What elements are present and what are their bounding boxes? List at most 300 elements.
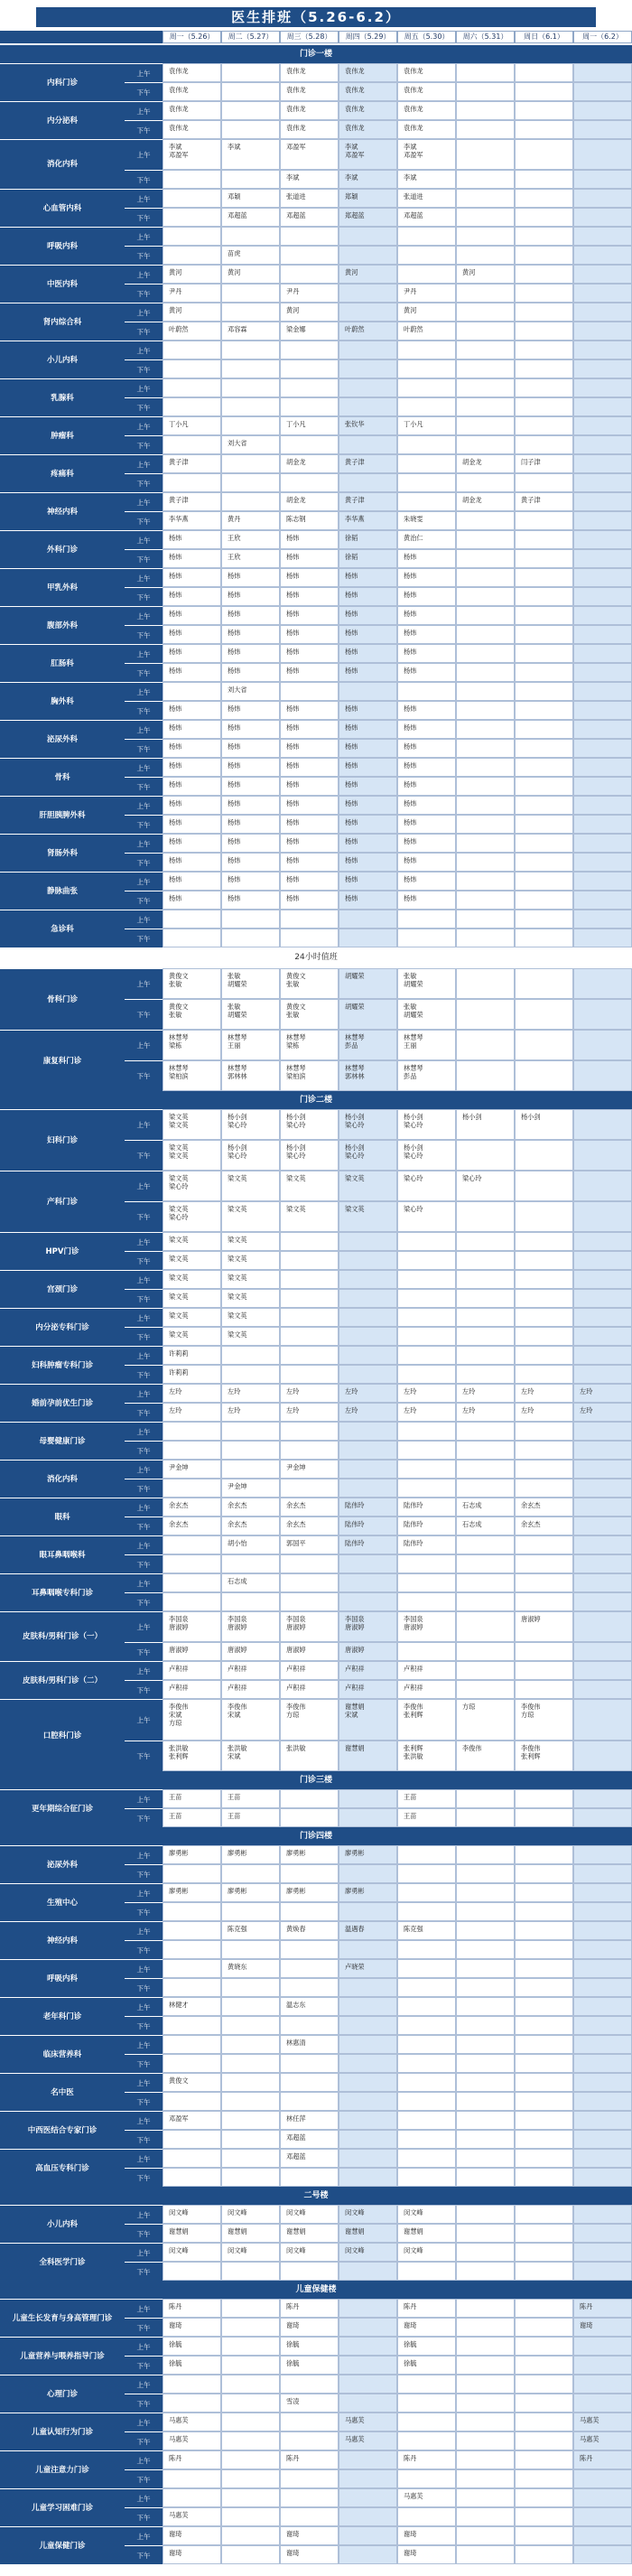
doctor-name: 杨炜 (169, 837, 182, 845)
schedule-cell (221, 2073, 280, 2092)
schedule-cell (515, 2016, 573, 2035)
schedule-cell (573, 2168, 632, 2187)
schedule-cell (280, 2073, 339, 2092)
schedule-cell (280, 1680, 339, 1699)
schedule-cell (163, 2224, 221, 2243)
schedule-cell (339, 1592, 397, 1611)
department-name: 消化内科 (0, 1460, 125, 1498)
doctor-name: 李华燕 (169, 515, 189, 523)
doctor-name: 杨小剑 (228, 1143, 247, 1152)
schedule-cell (456, 1699, 515, 1741)
schedule-cell (280, 1327, 339, 1346)
schedule-cell (339, 2205, 397, 2224)
schedule-cell (573, 1384, 632, 1403)
doctor-name: 方琼 (521, 1711, 534, 1719)
schedule-cell (280, 2243, 339, 2262)
doctor-name: 陈志钢 (286, 515, 306, 523)
schedule-cell (397, 2016, 456, 2035)
schedule-cell (339, 341, 397, 359)
schedule-cell (339, 587, 397, 606)
schedule-cell (515, 2337, 573, 2356)
schedule-cell (573, 2035, 632, 2054)
schedule-cell (456, 1642, 515, 1661)
afternoon-label: 下午 (125, 2431, 163, 2450)
schedule-cell (397, 397, 456, 416)
schedule-cell (456, 1959, 515, 1978)
schedule-cell (163, 246, 221, 265)
schedule-cell (280, 1251, 339, 1270)
schedule-cell (163, 1460, 221, 1479)
schedule-cell (221, 1365, 280, 1384)
doctor-name: 余玄杰 (228, 1501, 247, 1509)
department-name: 婚前孕前优生门诊 (0, 1384, 125, 1422)
schedule-cell (456, 1498, 515, 1517)
schedule-cell (515, 1289, 573, 1308)
morning-label: 上午 (125, 2413, 163, 2431)
schedule-cell (397, 511, 456, 530)
schedule-cell (163, 999, 221, 1030)
doctor-name: 黄河 (169, 268, 182, 276)
doctor-name: 陆伟玲 (345, 1520, 365, 1528)
doctor-name: 杨小剑 (228, 1113, 247, 1121)
schedule-cell (515, 189, 573, 208)
doctor-name: 杨炜 (404, 629, 417, 637)
doctor-name: 杨炜 (286, 875, 300, 883)
schedule-cell (163, 587, 221, 606)
schedule-cell (163, 1441, 221, 1460)
schedule-cell (397, 1517, 456, 1535)
schedule-cell (456, 2299, 515, 2318)
schedule-cell (221, 1232, 280, 1251)
schedule-cell (221, 1498, 280, 1517)
schedule-cell (221, 1517, 280, 1535)
schedule-cell (397, 1251, 456, 1270)
department-name: 儿童营养与喂养指导门诊 (0, 2337, 125, 2375)
schedule-cell (221, 796, 280, 815)
schedule-cell (573, 2130, 632, 2149)
schedule-cell (221, 1327, 280, 1346)
schedule-cell (456, 1289, 515, 1308)
schedule-cell (221, 1921, 280, 1940)
doctor-name: 杨小剑 (286, 1113, 306, 1121)
doctor-name: 马惠芙 (169, 2416, 189, 2424)
schedule-cell (397, 378, 456, 397)
schedule-cell (221, 170, 280, 189)
schedule-cell (515, 625, 573, 644)
doctor-name: 梁文英 (169, 1121, 189, 1129)
department-name: 儿童学习困难门诊 (0, 2488, 125, 2526)
afternoon-label: 下午 (125, 549, 163, 568)
schedule-cell (573, 1308, 632, 1327)
doctor-name: 杨炜 (228, 572, 241, 580)
schedule-cell (280, 644, 339, 663)
afternoon-label: 下午 (125, 511, 163, 530)
schedule-cell (339, 1479, 397, 1498)
schedule-cell (397, 1680, 456, 1699)
schedule-cell (280, 587, 339, 606)
day-header-4: 周四（5.29） (339, 31, 397, 43)
morning-label: 上午 (125, 1498, 163, 1517)
schedule-cell (280, 1940, 339, 1959)
schedule-cell (397, 1611, 456, 1642)
department-name: 中西医结合专家门诊 (0, 2111, 125, 2149)
schedule-cell (280, 568, 339, 587)
doctor-name: 林惠清 (286, 2039, 306, 2047)
schedule-cell (397, 1441, 456, 1460)
doctor-name: 袁伟龙 (169, 124, 189, 132)
schedule-cell (221, 2224, 280, 2243)
doctor-name: 张敏 (286, 1011, 300, 1019)
schedule-cell (515, 796, 573, 815)
doctor-name: 尹金坤 (169, 1463, 189, 1471)
doctor-name: 马惠芙 (580, 2416, 599, 2424)
doctor-name: 张钦华 (345, 420, 365, 428)
doctor-name: 谢琦 (169, 2530, 182, 2538)
afternoon-label: 下午 (125, 1902, 163, 1921)
schedule-cell (515, 739, 573, 758)
schedule-cell (221, 2469, 280, 2488)
schedule-cell (397, 1030, 456, 1060)
schedule-cell (573, 1592, 632, 1611)
schedule-cell (280, 968, 339, 999)
schedule-cell (221, 2507, 280, 2526)
doctor-name: 谢琦 (286, 2549, 300, 2557)
schedule-cell (163, 1808, 221, 1827)
schedule-cell (397, 1864, 456, 1883)
schedule-cell (515, 644, 573, 663)
doctor-name: 徐毓 (286, 2340, 300, 2348)
schedule-cell (515, 549, 573, 568)
doctor-name: 郭林林 (228, 1072, 247, 1080)
schedule-cell (456, 1441, 515, 1460)
doctor-name: 李国泉 (286, 1615, 306, 1623)
schedule-cell (573, 568, 632, 587)
schedule-cell (456, 2035, 515, 2054)
doctor-name: 杨炜 (345, 742, 358, 751)
schedule-cell (221, 2262, 280, 2281)
schedule-cell (456, 435, 515, 454)
morning-label: 上午 (125, 454, 163, 473)
schedule-cell (280, 1808, 339, 1827)
department-name: 泌尿外科 (0, 720, 125, 758)
schedule-cell (397, 170, 456, 189)
doctor-name: 闵文峰 (286, 2208, 306, 2217)
doctor-name: 彭品 (404, 1072, 417, 1080)
schedule-cell (339, 227, 397, 246)
doctor-name: 马惠芙 (169, 2511, 189, 2519)
schedule-cell (573, 2243, 632, 2262)
schedule-cell (163, 1902, 221, 1921)
schedule-cell (280, 701, 339, 720)
schedule-cell (339, 872, 397, 891)
schedule-cell (339, 606, 397, 625)
doctor-name: 梁文英 (228, 1255, 247, 1263)
schedule-cell (221, 139, 280, 170)
schedule-cell (515, 1611, 573, 1642)
schedule-cell (163, 82, 221, 101)
doctor-name: 唐淑婷 (228, 1646, 247, 1654)
doctor-name: 杨炜 (404, 723, 417, 732)
doctor-name: 黄子津 (345, 496, 365, 504)
doctor-name: 李斌 (228, 143, 241, 151)
schedule-cell (221, 246, 280, 265)
schedule-cell (515, 82, 573, 101)
doctor-name: 杨炜 (169, 856, 182, 864)
schedule-cell (163, 2413, 221, 2431)
doctor-name: 梁文英 (169, 1330, 189, 1339)
day-header-7: 周日（6.1） (515, 31, 573, 43)
schedule-cell (573, 853, 632, 872)
schedule-cell (339, 2337, 397, 2356)
doctor-name: 杨炜 (286, 591, 300, 599)
doctor-name: 王苗 (228, 1812, 241, 1820)
schedule-cell (397, 1554, 456, 1573)
morning-label: 上午 (125, 2243, 163, 2262)
schedule-cell (280, 834, 339, 853)
schedule-cell (339, 968, 397, 999)
schedule-cell (339, 1251, 397, 1270)
schedule-cell (221, 189, 280, 208)
schedule-cell (280, 1921, 339, 1940)
schedule-cell (280, 891, 339, 910)
morning-label: 上午 (125, 1346, 163, 1365)
schedule-cell (339, 1978, 397, 1997)
schedule-cell (280, 1289, 339, 1308)
schedule-cell (163, 1060, 221, 1091)
doctor-name: 袁伟龙 (169, 86, 189, 94)
doctor-name: 李斌 (169, 143, 182, 151)
schedule-cell (515, 1460, 573, 1479)
schedule-cell (456, 606, 515, 625)
schedule-cell (280, 1611, 339, 1642)
doctor-name: 许莉莉 (169, 1349, 189, 1358)
afternoon-label: 下午 (125, 2469, 163, 2488)
schedule-cell (280, 2526, 339, 2545)
schedule-cell (515, 872, 573, 891)
doctor-name: 梁文英 (228, 1274, 247, 1282)
afternoon-label: 下午 (125, 1808, 163, 1827)
schedule-cell (573, 511, 632, 530)
schedule-cell (221, 530, 280, 549)
doctor-name: 邓颖 (228, 192, 241, 201)
morning-label: 上午 (125, 2488, 163, 2507)
morning-label: 上午 (125, 1422, 163, 1441)
schedule-cell (456, 549, 515, 568)
doctor-name: 唐淑婷 (286, 1646, 306, 1654)
doctor-name: 杨炜 (286, 572, 300, 580)
doctor-name: 尹金坤 (228, 1482, 247, 1490)
schedule-cell (221, 1808, 280, 1827)
schedule-cell (221, 968, 280, 999)
morning-label: 上午 (125, 1384, 163, 1403)
schedule-cell (515, 2035, 573, 2054)
schedule-cell (280, 2205, 339, 2224)
schedule-cell (456, 1921, 515, 1940)
department-name: 产科门诊 (0, 1171, 125, 1232)
schedule-cell (163, 2450, 221, 2469)
morning-label: 上午 (125, 2375, 163, 2394)
schedule-cell (339, 1327, 397, 1346)
doctor-name: 林慧琴 (169, 1033, 189, 1041)
doctor-name: 廖勇彬 (345, 1849, 365, 1857)
schedule-cell (456, 2526, 515, 2545)
department-name: 肛肠科 (0, 644, 125, 682)
schedule-cell (456, 1403, 515, 1422)
schedule-cell (456, 663, 515, 682)
department-name: 呼吸内科 (0, 1959, 125, 1997)
doctor-name: 黄治仁 (404, 534, 423, 542)
schedule-cell (221, 1109, 280, 1140)
schedule-cell (456, 1479, 515, 1498)
schedule-cell (573, 246, 632, 265)
schedule-cell (397, 1789, 456, 1808)
doctor-name: 杨炜 (286, 667, 300, 675)
schedule-cell (339, 1403, 397, 1422)
doctor-name: 林健才 (169, 2001, 189, 2009)
doctor-name: 尹丹 (404, 287, 417, 295)
schedule-cell (221, 416, 280, 435)
schedule-cell (456, 2469, 515, 2488)
schedule-cell (280, 1902, 339, 1921)
schedule-cell (163, 2526, 221, 2545)
schedule-cell (573, 2394, 632, 2413)
schedule-cell (221, 265, 280, 284)
afternoon-label: 下午 (125, 208, 163, 227)
schedule-cell (573, 999, 632, 1030)
doctor-name: 卢积祥 (286, 1684, 306, 1692)
doctor-name: 唐淑婷 (286, 1623, 306, 1631)
afternoon-label: 下午 (125, 1479, 163, 1498)
afternoon-label: 下午 (125, 2545, 163, 2564)
schedule-cell (339, 2035, 397, 2054)
schedule-cell (339, 1201, 397, 1232)
schedule-cell (456, 1535, 515, 1554)
schedule-cell (456, 777, 515, 796)
schedule-cell (280, 492, 339, 511)
schedule-cell (339, 170, 397, 189)
morning-label: 上午 (125, 644, 163, 663)
morning-label: 上午 (125, 606, 163, 625)
schedule-cell (397, 1270, 456, 1289)
schedule-cell (163, 454, 221, 473)
schedule-cell (339, 2394, 397, 2413)
schedule-cell (339, 1498, 397, 1517)
doctor-name: 杨炜 (404, 875, 417, 883)
doctor-name: 杨炜 (228, 610, 241, 618)
schedule-cell (456, 568, 515, 587)
schedule-cell (515, 530, 573, 549)
schedule-cell (163, 644, 221, 663)
doctor-name: 马惠芙 (169, 2435, 189, 2443)
schedule-cell (221, 1201, 280, 1232)
schedule-cell (339, 359, 397, 378)
schedule-cell (280, 454, 339, 473)
schedule-cell (397, 246, 456, 265)
doctor-name: 余玄杰 (169, 1520, 189, 1528)
doctor-name: 余玄杰 (286, 1520, 306, 1528)
schedule-cell (163, 1611, 221, 1642)
schedule-cell (456, 1232, 515, 1251)
schedule-cell (573, 530, 632, 549)
doctor-name: 郭国平 (286, 1539, 306, 1547)
schedule-cell (573, 1554, 632, 1573)
schedule-cell (163, 2318, 221, 2337)
doctor-name: 梁文英 (228, 1174, 247, 1182)
schedule-cell (456, 2431, 515, 2450)
schedule-cell (221, 1699, 280, 1741)
doctor-name: 袁伟龙 (345, 67, 365, 75)
schedule-cell (573, 2224, 632, 2243)
schedule-cell (339, 1573, 397, 1592)
department-name: 儿童注意力门诊 (0, 2450, 125, 2488)
schedule-cell (573, 303, 632, 322)
schedule-cell (221, 853, 280, 872)
department-name: 肝胆胰脾外科 (0, 796, 125, 834)
schedule-cell (456, 1060, 515, 1091)
schedule-cell (397, 1365, 456, 1384)
schedule-cell (515, 378, 573, 397)
doctor-name: 廖勇彬 (169, 1849, 189, 1857)
schedule-cell (163, 1741, 221, 1771)
doctor-name: 谢琦 (169, 2549, 182, 2557)
schedule-cell (163, 1201, 221, 1232)
schedule-cell (397, 1642, 456, 1661)
schedule-cell (221, 1997, 280, 2016)
department-name: 生殖中心 (0, 1883, 125, 1921)
schedule-cell (280, 1441, 339, 1460)
schedule-cell (280, 2394, 339, 2413)
schedule-cell (397, 2092, 456, 2111)
schedule-cell (280, 1517, 339, 1535)
doctor-name: 梁文英 (286, 1205, 306, 1213)
schedule-cell (397, 853, 456, 872)
doctor-name: 谢慧娟 (228, 2227, 247, 2235)
doctor-name: 杨炜 (345, 780, 358, 789)
schedule-cell (456, 2545, 515, 2564)
schedule-cell (515, 1845, 573, 1864)
schedule-cell (339, 416, 397, 435)
doctor-name: 卢积祥 (228, 1684, 247, 1692)
schedule-cell (515, 1789, 573, 1808)
doctor-name: 杨炜 (228, 723, 241, 732)
schedule-cell (515, 1592, 573, 1611)
schedule-cell (339, 663, 397, 682)
schedule-cell (456, 1940, 515, 1959)
schedule-cell (573, 1270, 632, 1289)
schedule-cell (221, 1251, 280, 1270)
schedule-cell (456, 170, 515, 189)
schedule-cell (163, 796, 221, 815)
schedule-cell (163, 1517, 221, 1535)
schedule-cell (280, 1978, 339, 1997)
doctor-name: 杨炜 (286, 648, 300, 656)
schedule-cell (573, 1460, 632, 1479)
schedule-cell (163, 2262, 221, 2281)
doctor-name: 苗虎 (228, 249, 241, 257)
schedule-cell (163, 1346, 221, 1365)
doctor-name: 杨炜 (169, 610, 182, 618)
schedule-cell (397, 758, 456, 777)
doctor-name: 梁文英 (228, 1330, 247, 1339)
doctor-name: 闵文峰 (404, 2246, 423, 2254)
doctor-name: 徐毓 (169, 2340, 182, 2348)
doctor-name: 闵文峰 (286, 2246, 306, 2254)
doctor-name: 张洪敏 (286, 1744, 306, 1752)
schedule-cell (515, 2394, 573, 2413)
doctor-name: 袁伟龙 (345, 124, 365, 132)
schedule-cell (573, 739, 632, 758)
schedule-cell (339, 2054, 397, 2073)
